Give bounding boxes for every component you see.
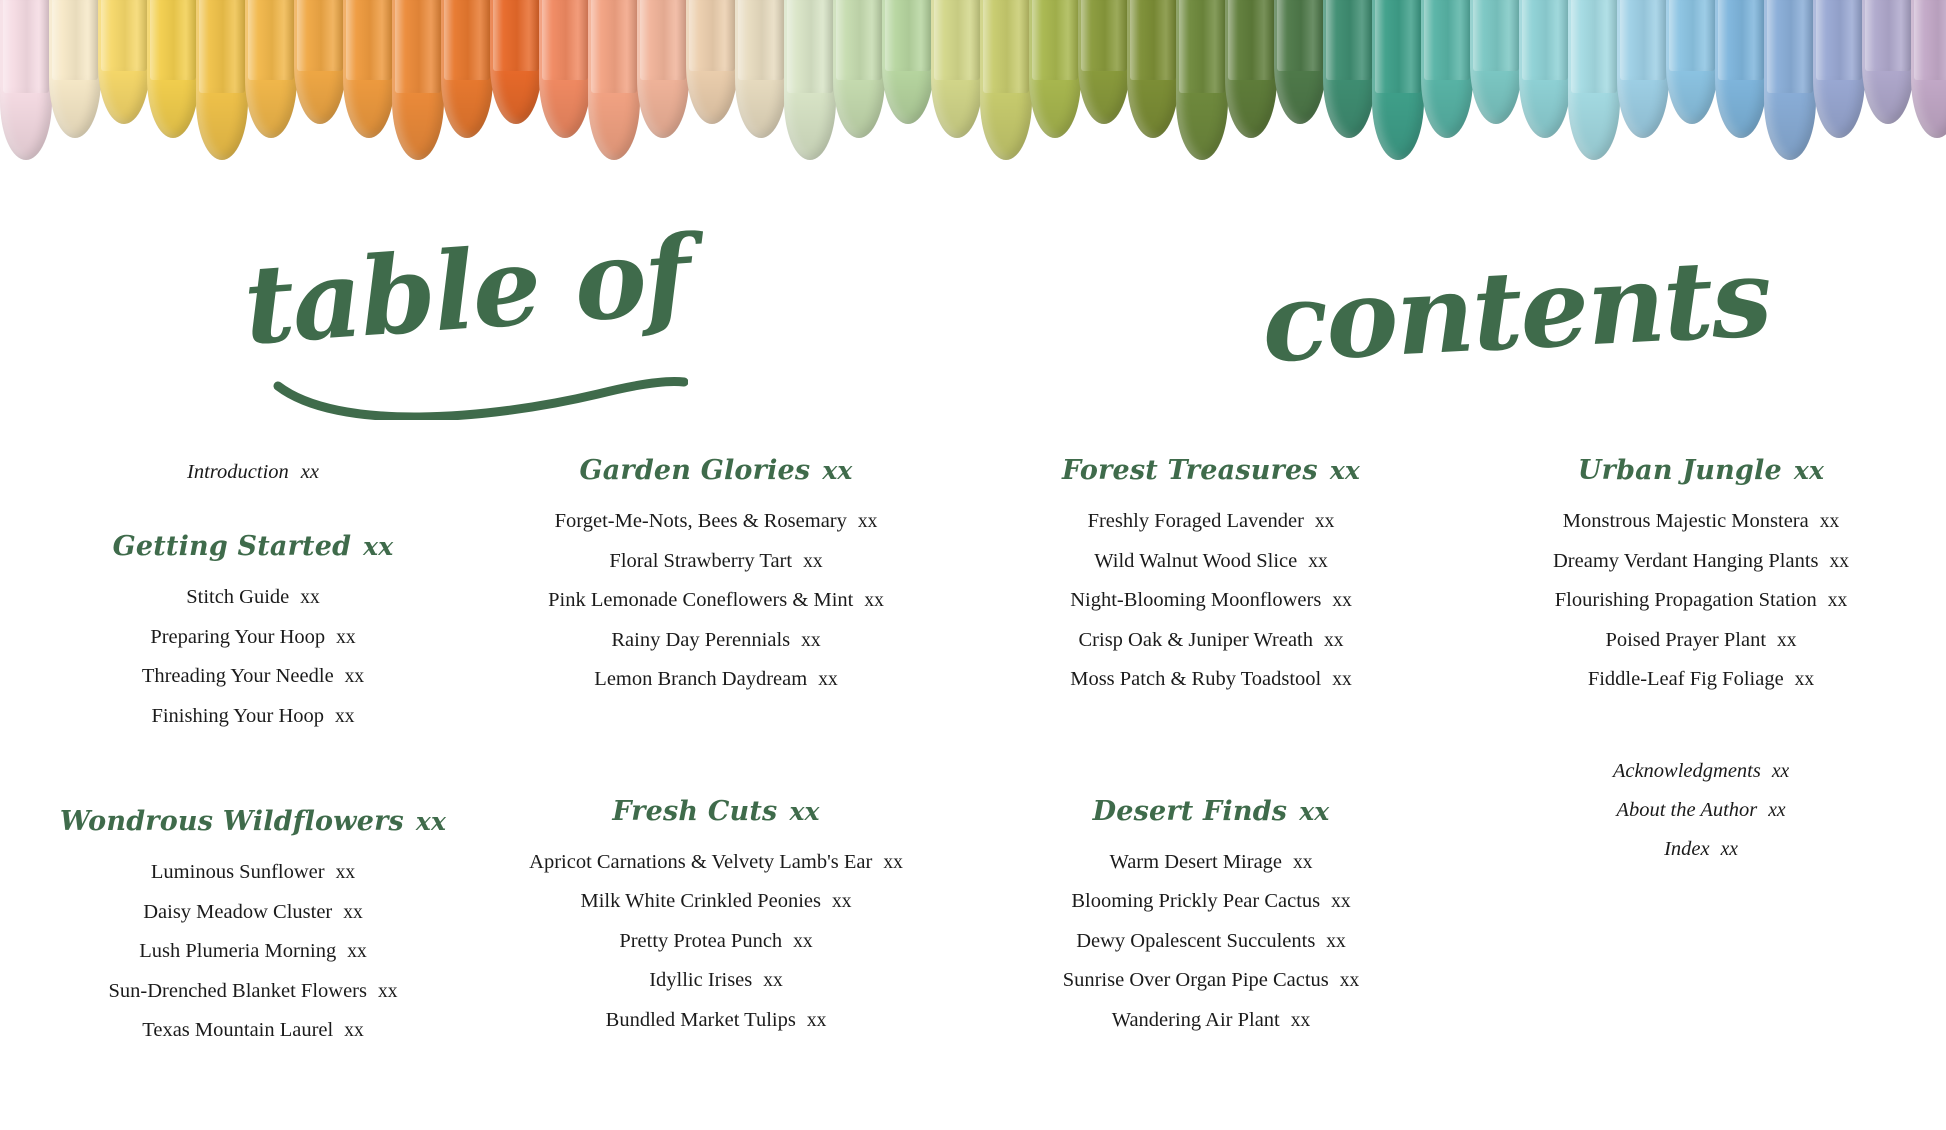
thread-skein [980,0,1032,160]
thread-skein [147,0,199,138]
thread-skein [1862,0,1914,124]
page-title-right: contents [1259,234,1774,388]
thread-skein [931,0,983,138]
toc-entry-label: Lemon Branch Daydream [594,668,808,690]
toc-entry[interactable] [1456,542,1946,582]
toc-entry-page: xx [335,705,355,727]
toc-section-title: Forest Treasures [1061,455,1318,486]
toc-entry-page: xx [1332,669,1352,690]
thread-skein [1078,0,1130,124]
toc-entry[interactable] [466,1001,966,1041]
toc-entry-page: xx [335,862,356,883]
toc-entry[interactable] [466,843,966,883]
toc-entry-page: xx [1332,590,1352,611]
toc-entry[interactable] [40,697,466,737]
toc-entry-page: xx [1720,838,1738,860]
thread-skein-row [0,0,1946,162]
thread-skein [784,0,836,160]
thread-skein [637,0,689,138]
toc-section-heading[interactable] [966,455,1456,486]
column-spacer [966,738,1456,796]
thread-skein [1764,0,1816,160]
toc-entry-label: Sun-Drenched Blanket Flowers [108,979,367,1002]
toc-entry[interactable] [40,618,466,658]
toc-columns [0,455,1946,1089]
thread-skein [294,0,346,124]
toc-entry-page: xx [1293,851,1313,873]
thread-skein [1470,0,1522,124]
toc-entry-label: Rainy Day Perennials [611,628,791,651]
thread-skein [1568,0,1620,160]
toc-entry-label: Dreamy Verdant Hanging Plants [1553,549,1819,572]
thread-skein [98,0,150,124]
toc-entry-page: xx [883,851,903,873]
toc-section-page: xx [415,807,447,836]
thread-skein [196,0,248,160]
toc-section-page: xx [1329,456,1361,485]
toc-entry[interactable] [466,581,966,621]
toc-section-heading[interactable] [466,796,966,827]
toc-entry[interactable] [466,621,966,661]
toc-entry-page: xx [831,891,852,912]
toc-entry[interactable] [966,621,1456,661]
toc-section-forest-treasures [966,455,1456,700]
toc-entry-index[interactable] [1456,830,1946,869]
toc-entry-label: Monstrous Majestic Monstera [1562,510,1809,532]
thread-skein [441,0,493,138]
toc-entry-label: Threading Your Needle [141,665,334,687]
toc-entry[interactable] [40,1011,466,1051]
toc-entry-page: xx [343,901,363,923]
toc-section-wondrous-wildflowers [40,806,466,1051]
toc-entry-label: Index [1664,837,1710,860]
toc-entry-label: Fiddle-Leaf Fig Foliage [1587,668,1784,690]
toc-entry[interactable] [466,922,966,962]
toc-section-heading[interactable] [966,796,1456,827]
thread-skein [1176,0,1228,160]
thread-skein [1127,0,1179,138]
toc-entry-label: Daisy Meadow Cluster [143,900,333,923]
toc-entry[interactable] [466,660,966,700]
thread-skein [392,0,444,160]
toc-entry-label: Floral Strawberry Tart [609,549,793,572]
thread-skein [245,0,297,138]
thread-skein [1029,0,1081,138]
toc-entry-label: Milk White Crinkled Peonies [580,890,821,912]
toc-entry-label: Wandering Air Plant [1111,1008,1280,1031]
toc-entry-label: Night-Blooming Moonflowers [1070,589,1322,611]
toc-entry-page: xx [1326,930,1346,952]
toc-entry-label: Wild Walnut Wood Slice [1094,549,1298,572]
toc-entry-page: xx [1324,629,1344,651]
toc-section-page: xx [789,796,820,826]
toc-entry[interactable] [1456,660,1946,700]
toc-section-title: Getting Started [112,531,352,562]
toc-section-title: Wondrous Wildflowers [59,806,404,837]
toc-section-heading[interactable] [1456,455,1946,486]
toc-entry-page: xx [1339,970,1360,991]
toc-entry-page: xx [1314,511,1335,532]
thread-skein [49,0,101,138]
toc-entry-page: xx [793,930,813,952]
toc-entry-page: xx [300,461,319,483]
toc-entry-label: Freshly Foraged Lavender [1087,510,1304,532]
toc-entry-page: xx [1331,891,1351,912]
thread-skein [0,0,52,160]
thread-skein [1421,0,1473,138]
toc-entry-page: xx [1777,629,1797,651]
toc-section-page: xx [822,456,853,485]
thread-skein [882,0,934,124]
toc-column-three [966,455,1456,1089]
toc-entry-page: xx [347,941,367,962]
toc-section-title: Fresh Cuts [612,795,778,827]
thread-skein [1617,0,1669,138]
thread-skein [833,0,885,138]
toc-entry-label: Moss Patch & Ruby Toadstool [1070,668,1322,690]
toc-entry-page: xx [803,550,823,572]
toc-column-two [466,455,966,1089]
toc-entry[interactable] [1456,581,1946,621]
thread-skein [1372,0,1424,160]
thread-skein [1666,0,1718,124]
toc-entry[interactable] [966,542,1456,582]
toc-entry[interactable] [966,502,1456,542]
toc-entry-label: Pink Lemonade Coneflowers & Mint [548,589,854,611]
toc-entry-label: Idyllic Irises [649,969,753,991]
toc-entry-page: xx [1794,669,1815,690]
toc-entry-label: Forget-Me-Nots, Bees & Rosemary [554,510,847,532]
toc-entry-page: xx [344,666,365,687]
toc-entry[interactable] [40,578,466,618]
toc-entry[interactable] [966,1001,1456,1041]
toc-section-fresh-cuts [466,796,966,1041]
toc-entry-page: xx [1290,1009,1311,1031]
toc-entry-page: xx [818,669,838,690]
toc-section-title: Garden Glories [579,455,811,486]
toc-entry-label: Preparing Your Hoop [150,625,326,648]
toc-entry-label: Finishing Your Hoop [151,704,325,727]
toc-entry-label: Poised Prayer Plant [1605,628,1767,651]
toc-entry-label: Warm Desert Mirage [1109,850,1283,873]
toc-entry-page: xx [763,970,783,991]
toc-entry[interactable] [40,893,466,933]
toc-entry-label: Introduction [187,461,289,483]
thread-skein [588,0,640,160]
thread-skein [1323,0,1375,138]
toc-entry-label: Sunrise Over Organ Pipe Cactus [1062,969,1329,991]
toc-section-heading[interactable] [40,806,466,837]
thread-skein [1274,0,1326,124]
toc-entry-label: Flourishing Propagation Station [1554,589,1817,611]
toc-entry[interactable] [466,882,966,922]
toc-entry-label: Luminous Sunflower [150,861,325,883]
toc-entry-page: xx [801,629,821,651]
toc-entry-page: xx [377,980,398,1002]
toc-entry-label: Crisp Oak & Juniper Wreath [1078,628,1313,651]
toc-section-title: Urban Jungle [1577,455,1782,486]
toc-entry-about-the-author[interactable] [1456,791,1946,830]
thread-skein [1225,0,1277,138]
toc-entry[interactable] [966,961,1456,1001]
toc-section-page: xx [1299,796,1330,826]
toc-section-page: xx [363,532,394,561]
thread-skein [686,0,738,124]
toc-entry-label: Dewy Opalescent Succulents [1076,929,1316,952]
toc-entry[interactable] [1456,502,1946,542]
toc-entry-page: xx [1819,511,1840,532]
toc-entry-page: xx [1771,760,1790,782]
toc-back-matter [1456,752,1946,869]
toc-column-four [1456,455,1946,1089]
toc-entry-label: Texas Mountain Laurel [142,1019,334,1041]
toc-entry-page: xx [344,1020,364,1041]
thread-skein [343,0,395,138]
toc-entry[interactable] [1456,621,1946,661]
toc-entry-page: xx [806,1009,827,1031]
toc-entry-acknowledgments[interactable] [1456,752,1946,791]
toc-entry[interactable] [966,843,1456,883]
toc-entry[interactable] [966,660,1456,700]
toc-section-heading[interactable] [40,531,466,562]
toc-entry-page: xx [1768,799,1786,821]
toc-entry-page: xx [1829,550,1849,572]
toc-entry-page: xx [336,626,356,648]
thread-skein [1813,0,1865,138]
thread-skein [735,0,787,138]
toc-entry-page: xx [300,587,320,608]
column-spacer [466,738,966,796]
toc-section-urban-jungle [1456,455,1946,700]
page-title-left: table of [240,212,694,370]
thread-photo-banner [0,0,1946,196]
thread-skein [490,0,542,124]
toc-entry-page: xx [1308,550,1328,572]
toc-entry[interactable] [966,581,1456,621]
toc-entry-label: Pretty Protea Punch [619,929,783,952]
toc-entry[interactable] [966,922,1456,962]
toc-entry-label: Blooming Prickly Pear Cactus [1071,890,1321,912]
toc-entry-label: Apricot Carnations & Velvety Lamb's Ear [529,850,873,873]
toc-entry[interactable] [40,932,466,972]
title-swash-flourish [268,372,688,420]
thread-skein [539,0,591,138]
toc-entry-introduction[interactable] [40,455,466,489]
thread-skein [1715,0,1767,138]
toc-entry-label: About the Author [1616,798,1758,821]
toc-section-heading[interactable] [466,455,966,486]
toc-section-page: xx [1793,456,1825,485]
toc-section-title: Desert Finds [1092,795,1288,827]
toc-entry[interactable] [466,502,966,542]
toc-entry-label: Bundled Market Tulips [605,1008,796,1031]
thread-skein [1519,0,1571,138]
toc-section-garden-glories [466,455,966,700]
toc-entry-page: xx [857,511,878,532]
toc-entry[interactable] [966,882,1456,922]
toc-entry[interactable] [40,853,466,893]
thread-skein [1911,0,1946,138]
toc-entry[interactable] [40,972,466,1012]
column-spacer [40,774,466,806]
toc-entry-label: Stitch Guide [186,586,290,608]
toc-entry-label: Acknowledgments [1612,759,1761,782]
toc-section-getting-started [40,531,466,736]
toc-entry[interactable] [40,657,466,697]
toc-entry-label: Lush Plumeria Morning [139,940,337,962]
toc-section-desert-finds [966,796,1456,1041]
toc-entry-page: xx [1827,590,1848,611]
toc-column-one [0,455,466,1089]
toc-entry-page: xx [864,590,884,611]
toc-entry[interactable] [466,542,966,582]
toc-entry[interactable] [466,961,966,1001]
